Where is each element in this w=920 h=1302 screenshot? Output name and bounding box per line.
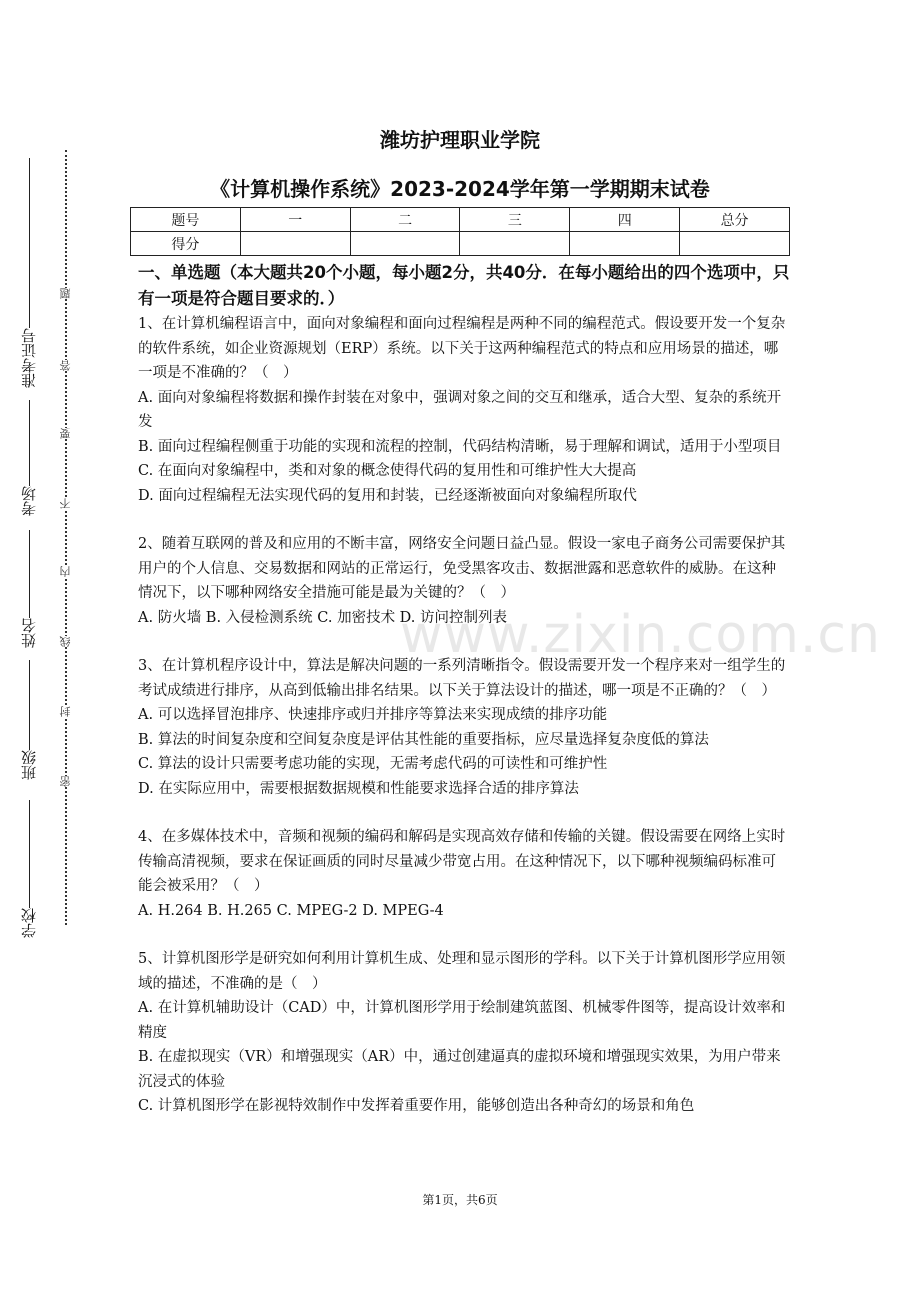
score-table-score-row (131, 232, 790, 256)
seal-char: 线 (59, 636, 72, 647)
question-option: C. 计算机图形学在影视特效制作中发挥着重要作用，能够创造出各种奇幻的场景和角色 (138, 1098, 695, 1114)
question-option: D. 在实际应用中，需要根据数据规模和性能要求选择合适的排序算法 (138, 780, 579, 797)
seal-char: 题 (59, 288, 72, 299)
score-cell: 三 (460, 208, 570, 232)
question-stem: 4、在多媒体技术中，音频和视频的编码和解码是实现高效存储和传输的关键。假设需要在网络上实时传输高清视频，要求在保证画质的同时尽量减少带宽占用。在这种情况下，以下哪种视频编码标准可能会被采用？（ ） (138, 829, 786, 894)
label-exam-room: 考场 (20, 486, 38, 516)
score-input-cell[interactable] (680, 232, 790, 256)
question-1 (138, 312, 790, 508)
field-line-name (29, 530, 30, 618)
question-option: D. 面向过程编程无法实现代码的复用和封装，已经逐渐被面向对象编程所取代 (138, 487, 637, 504)
score-input-cell[interactable] (240, 232, 350, 256)
score-cell: 总分 (680, 208, 790, 232)
field-line-exam-room (29, 400, 30, 486)
question-option: A. 可以选择冒泡排序、快速排序或归并排序等算法来实现成绩的排序功能 (138, 707, 608, 723)
page-footer: 第1页，共6页 (422, 1193, 498, 1207)
score-input-cell[interactable] (460, 232, 570, 256)
seal-char: 封 (59, 706, 72, 717)
question-stem: 2、随着互联网的普及和应用的不断丰富，网络安全问题日益凸显。假设一家电子商务公司需要保护其用户的个人信息、交易数据和网站的正常运行，免受黑客攻击、数据泄露和恶意软件的威胁。在这种情况下，以下哪种网络安全措施可能是最为关键的？（ ） (138, 536, 786, 601)
label-exam-number: 准考证号 (20, 328, 38, 388)
field-line-school (29, 800, 30, 908)
question-5 (138, 947, 790, 1119)
label-class: 班级 (20, 750, 38, 780)
seal-char: 密 (59, 776, 72, 787)
question-option: C. 算法的设计只需要考虑功能的实现，无需考虑代码的可读性和可维护性 (138, 756, 608, 772)
question-option: A. 面向对象编程将数据和操作封装在对象中，强调对象之间的交互和继承，适合大型、复杂的系统开发 (138, 389, 782, 430)
exam-title: 《计算机操作系统》2023-2024学年第一学期期末试卷 (210, 177, 710, 201)
question-option: B. 在虚拟现实（VR）和增强现实（AR）中，通过创建逼真的虚拟环境和增强现实效果，为用户带来沉浸式的体验 (138, 1049, 781, 1090)
question-stem: 5、计算机图形学是研究如何利用计算机生成、处理和显示图形的学科。以下关于计算机图形学应用领域的描述，不准确的是（ ） (138, 951, 786, 992)
score-input-cell[interactable] (570, 232, 680, 256)
score-table (130, 207, 790, 256)
question-4 (138, 825, 790, 923)
seal-char: 要 (59, 428, 72, 439)
question-option: B. 算法的时间复杂度和空间复杂度是评估其性能的重要指标，应尽量选择复杂度低的算法 (138, 731, 709, 748)
question-3 (138, 654, 790, 801)
score-cell: 得分 (131, 232, 241, 256)
question-stem: 3、在计算机程序设计中，算法是解决问题的一系列清晰指令。假设需要开发一个程序来对一组学生的考试成绩进行排序，从高到低输出排名结果。以下关于算法设计的描述，哪一项是不正确的？（ ） (138, 658, 786, 699)
question-option: B. 面向过程编程侧重于功能的实现和流程的控制，代码结构清晰，易于理解和调试，适用于小型项目 (138, 438, 782, 455)
question-2 (138, 532, 790, 630)
score-cell: 二 (350, 208, 460, 232)
label-school: 学校 (20, 908, 38, 938)
question-stem: 1、在计算机编程语言中，面向对象编程和面向过程编程是两种不同的编程范式。假设要开发一个复杂的软件系统，如企业资源规划（ERP）系统。以下关于这两种编程范式的特点和应用场景的描述，哪一项是不准确的？（ ） (138, 316, 786, 381)
seal-dotted-line (65, 150, 67, 925)
exam-content (138, 260, 790, 1119)
seal-char: 答 (59, 360, 72, 371)
question-option: A. 在计算机辅助设计（CAD）中，计算机图形学用于绘制建筑蓝图、机械零件图等，提高设计效率和精度 (138, 1000, 786, 1041)
question-option: A. H.264 B. H.265 C. MPEG-2 D. MPEG-4 (138, 902, 444, 919)
score-cell: 题号 (131, 208, 241, 232)
seal-char: 不 (59, 498, 72, 509)
score-cell: 一 (240, 208, 350, 232)
field-line-class (29, 660, 30, 750)
section-heading: 一、单选题（本大题共20个小题，每小题2分，共40分．在每小题给出的四个选项中，只有一项是符合题目要求的．） (138, 263, 790, 308)
seal-char: 内 (59, 566, 72, 577)
score-table-header-row (131, 208, 790, 232)
question-option: A. 防火墙 B. 入侵检测系统 C. 加密技术 D. 访问控制列表 (138, 609, 508, 626)
school-title: 潍坊护理职业学院 (380, 128, 540, 152)
score-input-cell[interactable] (350, 232, 460, 256)
score-cell: 四 (570, 208, 680, 232)
question-option: C. 在面向对象编程中，类和对象的概念使得代码的复用性和可维护性大大提高 (138, 463, 637, 479)
watermark: www.zixin.com.cn (400, 605, 881, 665)
label-name: 姓名 (20, 618, 38, 648)
